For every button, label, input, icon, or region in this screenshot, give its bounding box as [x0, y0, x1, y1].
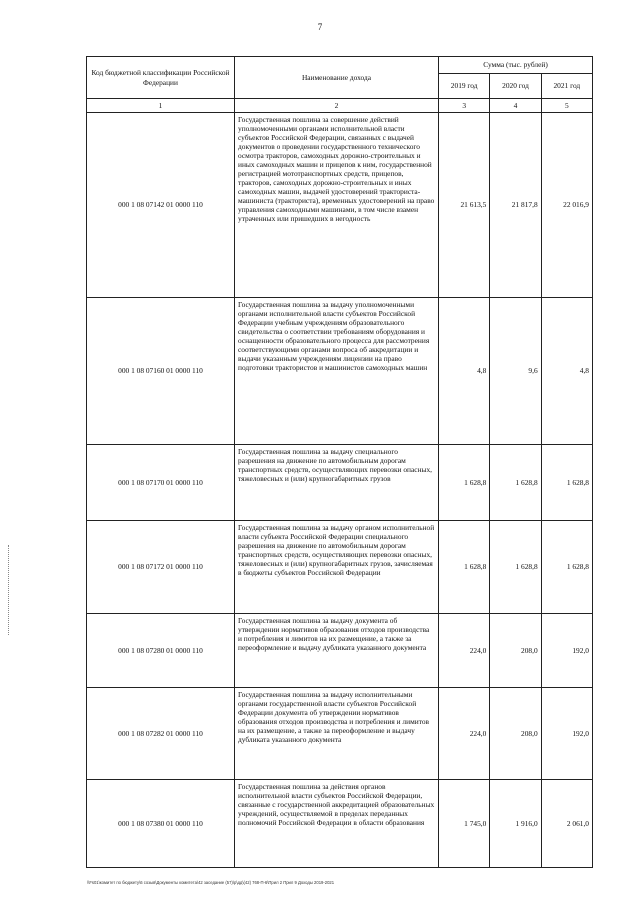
- header-sum: Сумма (тыс. рублей): [439, 57, 593, 74]
- column-number: 3: [439, 99, 490, 113]
- revenue-table: [86, 56, 593, 868]
- table-row: [87, 445, 593, 521]
- header-year-2021: 2021 год: [541, 74, 592, 99]
- row-value-2021: 1 628,8: [541, 521, 592, 614]
- row-name: Государственная пошлина за действия органов исполнительной власти субъектов Российской Федерации, связанные с государственной аккредитацией образовательных учреждений, осуществляемой в пределах переданных полномочий Российской Федерации в области образования: [235, 780, 439, 868]
- row-value-2021: 192,0: [541, 614, 592, 688]
- row-value-2019: 1 628,8: [439, 445, 490, 521]
- row-name: Государственная пошлина за выдачу уполномоченными органами исполнительной власти субъектов Российской Федерации учебным учреждениям образовательного свидетельства о соответствии требованиям оборудования и оснащенности образовательного процесса для рассмотрения соответствующими органами вопроса об аккредитации и выдачи указанным учреждениям лицензии на право подготовки трактористов и машинистов самоходных машин: [235, 298, 439, 445]
- row-name: Государственная пошлина за выдачу специального разрешения на движение по автомобильным дорогам транспортных средств, осуществляющих перевозки опасных, тяжеловесных и (или) крупногабаритных грузов: [235, 445, 439, 521]
- row-code: 000 1 08 07282 01 0000 110: [87, 688, 235, 780]
- page-number: 7: [317, 22, 323, 32]
- table-row: [87, 113, 593, 298]
- row-value-2021: 192,0: [541, 688, 592, 780]
- column-number: 2: [235, 99, 439, 113]
- header-year-2020: 2020 год: [490, 74, 541, 99]
- row-value-2019: 4,8: [439, 298, 490, 445]
- row-value-2020: 1 916,0: [490, 780, 541, 868]
- row-code: 000 1 08 07172 01 0000 110: [87, 521, 235, 614]
- table-row: [87, 614, 593, 688]
- table-row: [87, 688, 593, 780]
- row-code: 000 1 08 07280 01 0000 110: [87, 614, 235, 688]
- table-row: [87, 298, 593, 445]
- row-code: 000 1 08 07142 01 0000 110: [87, 113, 235, 298]
- row-code: 000 1 08 07160 01 0000 110: [87, 298, 235, 445]
- row-name: Государственная пошлина за выдачу документа об утверждении нормативов образования отходов производства и потребления и лимитов на их размещение, а также за переоформление и выдачу дубликата указанного документа: [235, 614, 439, 688]
- header-year-2019: 2019 год: [439, 74, 490, 99]
- row-value-2020: 208,0: [490, 614, 541, 688]
- row-value-2021: 2 061,0: [541, 780, 592, 868]
- header-name: Наименование дохода: [235, 57, 439, 99]
- table-row: [87, 521, 593, 614]
- table-row: [87, 780, 593, 868]
- row-value-2019: 224,0: [439, 688, 490, 780]
- row-value-2021: 22 016,9: [541, 113, 592, 298]
- column-number: 5: [541, 99, 592, 113]
- row-name: Государственная пошлина за выдачу исполнительными органами государственной власти субъектов Российской Федерации документа об утверждении нормативов образования отходов производства и потребления и лимитов на их размещение, а также за переоформление и выдачу дубликата указанного документа: [235, 688, 439, 780]
- column-number: 4: [490, 99, 541, 113]
- row-value-2019: 1 628,8: [439, 521, 490, 614]
- row-value-2019: 224,0: [439, 614, 490, 688]
- row-code: 000 1 08 07170 01 0000 110: [87, 445, 235, 521]
- row-value-2020: 9,6: [490, 298, 541, 445]
- row-value-2021: 4,8: [541, 298, 592, 445]
- row-code: 000 1 08 07380 01 0000 110: [87, 780, 235, 868]
- margin-mark: [8, 545, 10, 635]
- row-value-2019: 21 613,5: [439, 113, 490, 298]
- row-value-2020: 1 628,8: [490, 521, 541, 614]
- row-name: Государственная пошлина за выдачу органом исполнительной власти субъекта Российской Федерации специального разрешения на движение по автомобильным дорогам транспортных средств, осуществляющих перевозки опасных, тяжеловесных и (или) крупногабаритных грузов, зачисляемая в бюджеты субъектов Российской Федерации: [235, 521, 439, 614]
- row-value-2019: 1 745,0: [439, 780, 490, 868]
- column-number: 1: [87, 99, 235, 113]
- header-code: Код бюджетной классификации Российской Федерации: [87, 57, 235, 99]
- row-value-2021: 1 628,8: [541, 445, 592, 521]
- row-value-2020: 21 817,8: [490, 113, 541, 298]
- footer-file-path: \\Fs01\комитет по бюджету\6 созыв\Документы комитета\42 заседание (57)\р\дд\(42) 768-П-6\Прил 2 Прил 9 Доходы 2019-2021: [87, 880, 335, 885]
- row-value-2020: 1 628,8: [490, 445, 541, 521]
- row-value-2020: 208,0: [490, 688, 541, 780]
- row-name: Государственная пошлина за совершение действий уполномоченными органами исполнительной власти субъектов Российской Федерации, связанных с выдачей документов о проведении государственного технического осмотра тракторов, самоходных дорожно-строительных и иных самоходных машин и прицепов к ним, государственной регистрацией мототранспортных средств, прицепов, тракторов, самоходных дорожно-строительных и иных самоходных машин, выдачей удостоверений тракториста-машиниста (тракториста), временных удостоверений на право управления самоходными машинами, в том числе взамен утраченных или пришедших в негодность: [235, 113, 439, 298]
